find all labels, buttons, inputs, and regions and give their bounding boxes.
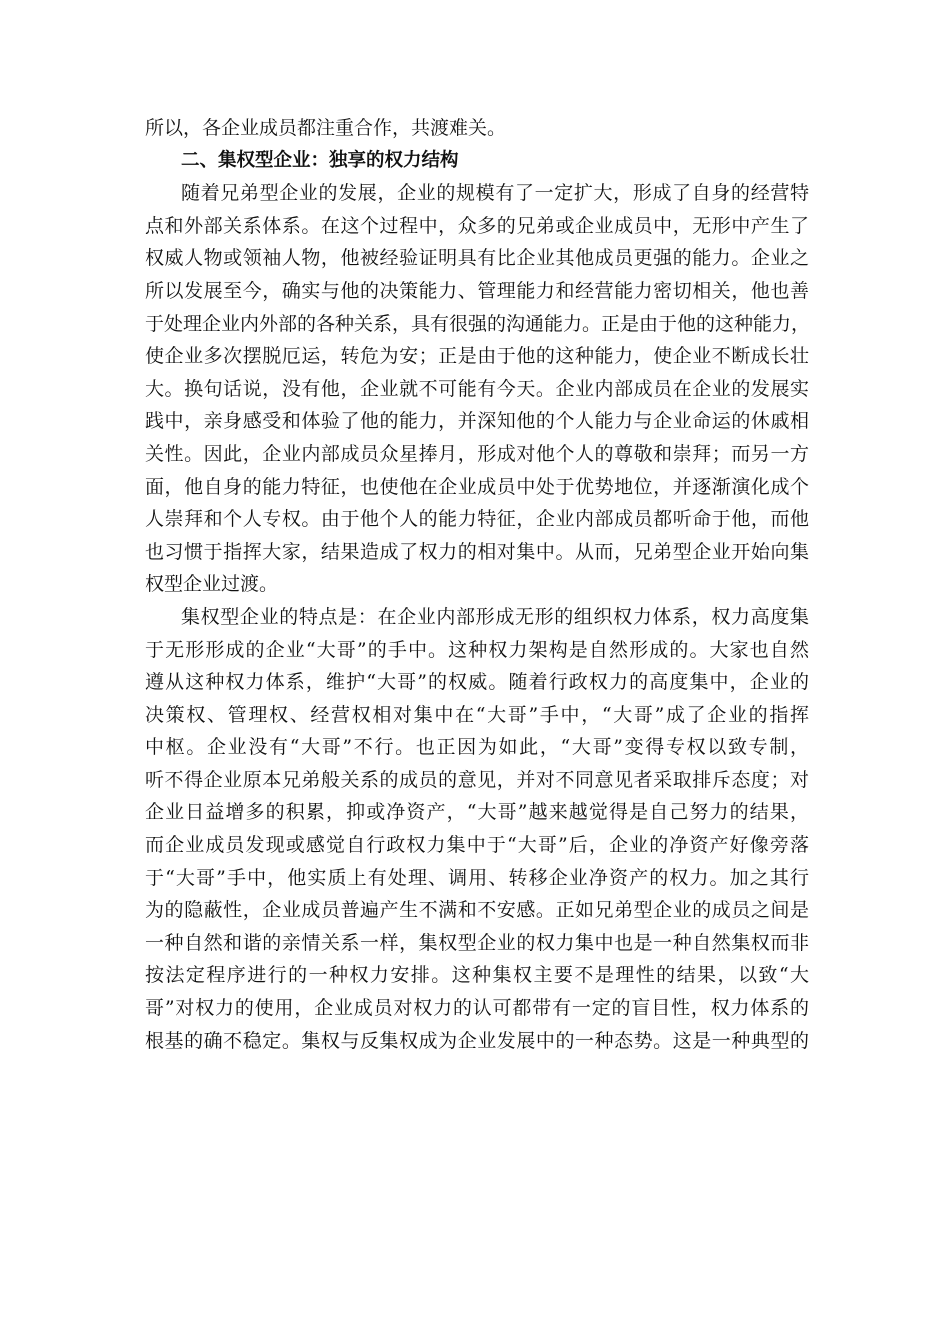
text-line: 于处理企业内外部的各种关系，具有很强的沟通能力。正是由于他的这种能力， — [145, 312, 811, 335]
document-page — [145, 112, 809, 1057]
text-line: 权型企业过渡。 — [145, 573, 279, 596]
text-line: 点和外部关系体系。在这个过程中，众多的兄弟或企业成员中，无形中产生了 — [145, 214, 809, 237]
text-line: 为的隐蔽性，企业成员普遍产生不满和不安感。正如兄弟型企业的成员之间是 — [145, 899, 809, 922]
text-line: 集权型企业的特点是：在企业内部形成无形的组织权力体系，权力高度集 — [181, 605, 809, 628]
text-line: 哥”对权力的使用，企业成员对权力的认可都带有一定的盲目性，权力体系的 — [145, 997, 809, 1020]
text-line: 践中，亲身感受和体验了他的能力，并深知他的个人能力与企业命运的休戚相 — [145, 410, 809, 433]
text-line: 大。换句话说，没有他，企业就不可能有今天。企业内部成员在企业的发展实 — [145, 377, 809, 400]
text-line: 一种自然和谐的亲情关系一样，集权型企业的权力集中也是一种自然集权而非 — [145, 931, 809, 954]
text-line: 人崇拜和个人专权。由于他个人的能力特征，企业内部成员都听命于他，而他 — [145, 508, 809, 531]
paragraph-1 — [145, 177, 809, 601]
text-line: 所以，各企业成员都注重合作，共渡难关。 — [145, 117, 507, 139]
text-line: 而企业成员发现或感觉自行政权力集中于“大哥”后，企业的净资产好像旁落 — [145, 834, 809, 857]
text-line: 中枢。企业没有“大哥”不行。也正因为如此，“大哥”变得专权以致专制， — [145, 736, 809, 759]
paragraph-2 — [145, 601, 809, 1057]
text-line: 决策权、管理权、经营权相对集中在“大哥”手中，“大哥”成了企业的指挥 — [145, 703, 809, 726]
text-line: 听不得企业原本兄弟般关系的成员的意见，并对不同意见者采取排斥态度；对 — [145, 768, 809, 791]
text-line: 于无形形成的企业“大哥”的手中。这种权力架构是自然形成的。大家也自然 — [145, 638, 809, 661]
text-line: 也习惯于指挥大家，结果造成了权力的相对集中。从而，兄弟型企业开始向集 — [145, 540, 809, 563]
text-line: 所以发展至今，确实与他的决策能力、管理能力和经营能力密切相关，他也善 — [145, 279, 809, 302]
text-line: 使企业多次摆脱厄运，转危为安；正是由于他的这种能力，使企业不断成长壮 — [145, 345, 809, 368]
text-line: 于“大哥”手中，他实质上有处理、调用、转移企业净资产的权力。加之其行 — [145, 866, 809, 889]
opening-paragraph — [145, 112, 809, 145]
text-line: 遵从这种权力体系，维护“大哥”的权威。随着行政权力的高度集中，企业的 — [145, 671, 809, 694]
text-line: 按法定程序进行的一种权力安排。这种集权主要不是理性的结果，以致“大 — [145, 964, 809, 987]
text-line: 关性。因此，企业内部成员众星捧月，形成对他个人的尊敬和崇拜；而另一方 — [145, 442, 809, 465]
text-line: 面，他自身的能力特征，也使他在企业成员中处于优势地位，并逐渐演化成个 — [145, 475, 809, 498]
text-line: 权威人物或领袖人物，他被经验证明具有比企业其他成员更强的能力。企业之 — [145, 247, 809, 270]
section-heading: 二、集权型企业：独享的权力结构 — [181, 149, 459, 171]
text-line: 根基的确不稳定。集权与反集权成为企业发展中的一种态势。这是一种典型的 — [145, 1029, 809, 1052]
text-line: 随着兄弟型企业的发展，企业的规模有了一定扩大，形成了自身的经营特 — [181, 182, 809, 205]
text-line: 企业日益增多的积累，抑或净资产，“大哥”越来越觉得是自己努力的结果， — [145, 801, 809, 824]
